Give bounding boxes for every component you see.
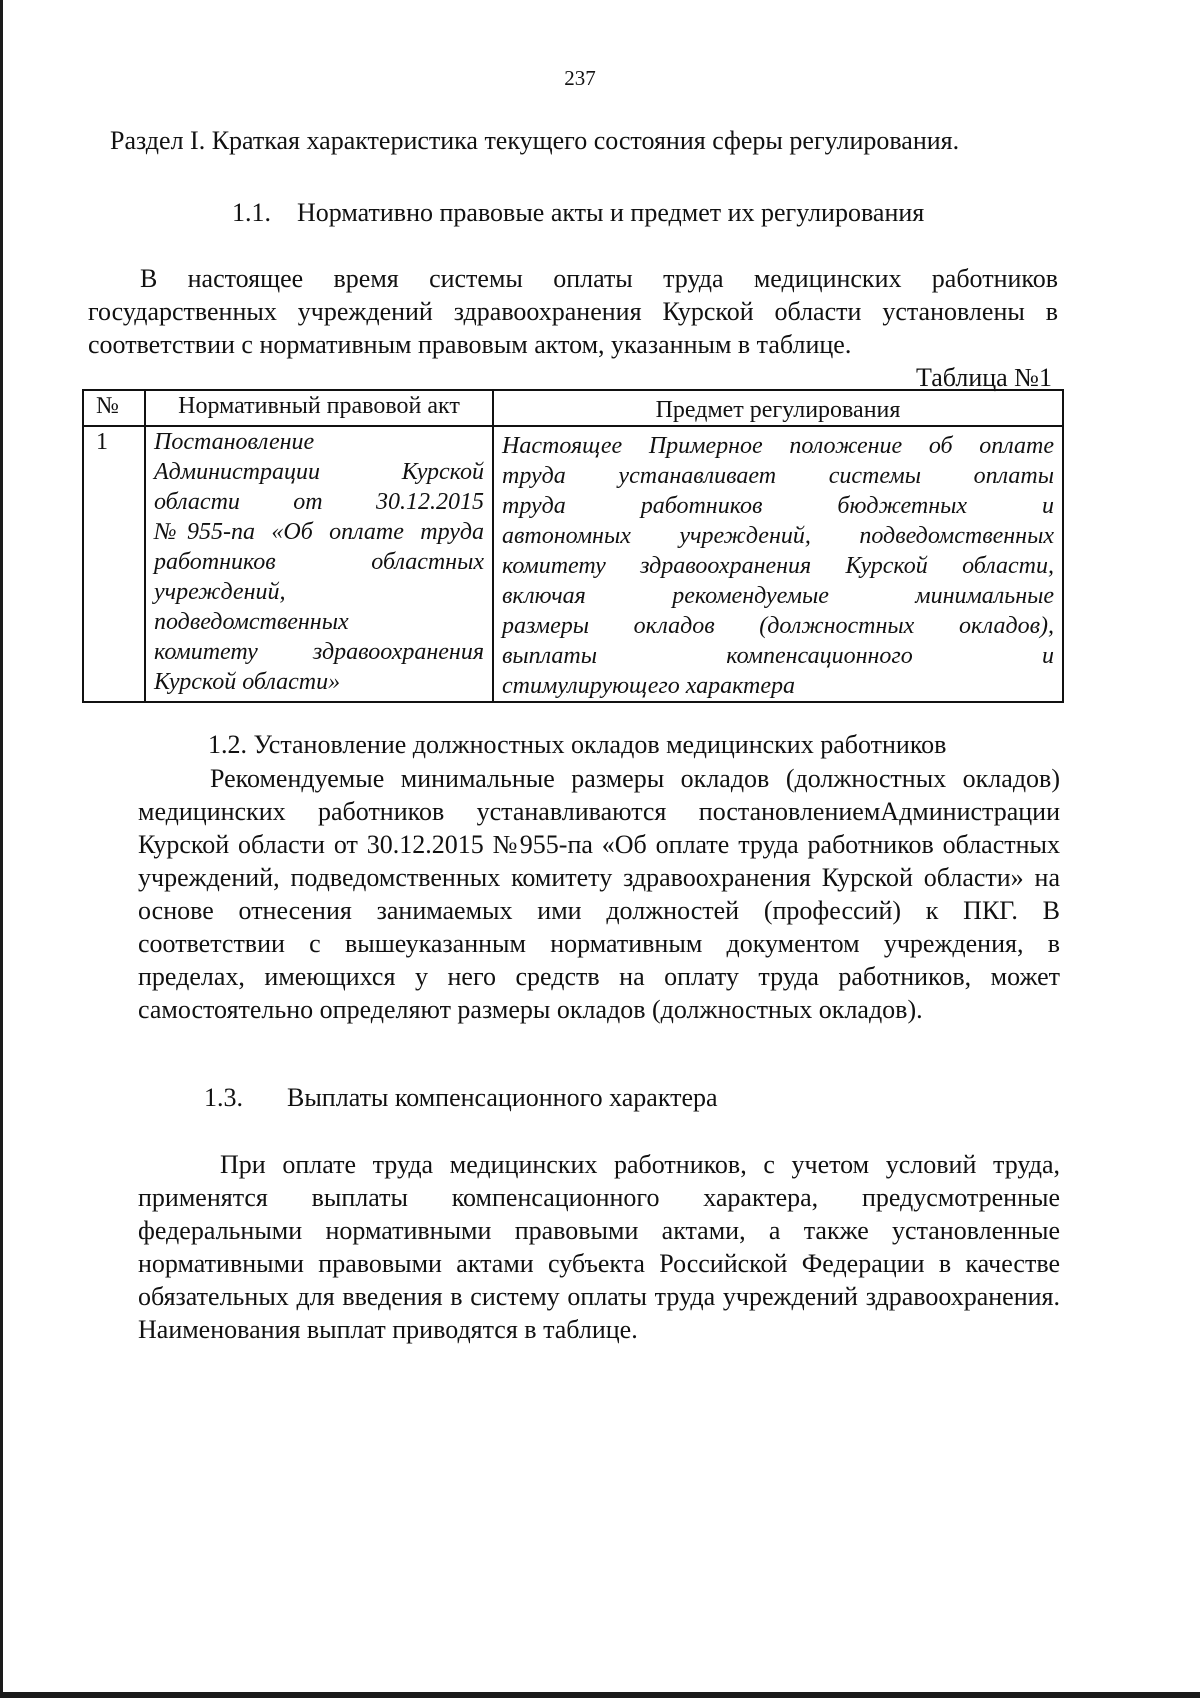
heading-1-1-number: 1.1.: [232, 198, 271, 227]
heading-1-3-number: 1.3.: [204, 1083, 243, 1112]
act-line: работников областных: [154, 549, 484, 575]
act-line: подведомственных: [154, 609, 349, 635]
act-line: Постановление: [154, 429, 315, 455]
heading-1-3-text: Выплаты компенсационного характера: [287, 1083, 718, 1112]
act-line: Администрации Курской: [154, 459, 484, 485]
subject-line: включая рекомендуемые минимальные: [502, 583, 1054, 609]
subject-line: труда устанавливает системы оплаты: [502, 463, 1054, 489]
subject-line: выплаты компенсационного и: [502, 643, 1054, 669]
scan-left-edge: [0, 0, 3, 1698]
row-act: [145, 426, 493, 702]
row-num: 1: [83, 426, 145, 702]
subject-line: труда работников бюджетных и: [502, 493, 1054, 519]
subject-line: размеры окладов (должностных окладов),: [502, 613, 1054, 639]
heading-1-3: [204, 1083, 718, 1113]
heading-1-1: [232, 198, 924, 228]
intro-paragraph: В настоящее время системы оплаты труда медицинских работников государственных учреждений здравоохранения Курской области установлены в соответствии с нормативным правовым актом, указанным в таблице.: [88, 264, 1058, 359]
heading-1-1-text: Нормативно правовые акты и предмет их регулирования: [297, 198, 925, 227]
row-subject: [493, 426, 1063, 702]
table-caption: Таблица №1: [915, 363, 1052, 392]
act-line: комитету здравоохранения: [154, 639, 484, 665]
table-header-row: [83, 390, 1063, 426]
header-subject: Предмет регулирования: [493, 390, 1063, 426]
subject-line: Настоящее Примерное положение об оплате: [502, 433, 1054, 459]
subject-line: комитету здравоохранения Курской области,: [502, 553, 1054, 579]
subject-line: стимулирующего характера: [502, 673, 795, 699]
table-row: [83, 426, 1063, 702]
act-line: области от 30.12.2015: [154, 489, 484, 515]
act-line: Курской области»: [154, 669, 341, 695]
header-num: №: [83, 390, 145, 426]
scan-bottom-edge: [0, 1692, 1200, 1698]
paragraph-1-3: При оплате труда медицинских работников, с учетом условий труда, применятся выплаты компенсационного характера, предусмотренные федеральными нормативными правовыми актами, а также установленные нормативными правовыми актами субъекта Российской Федерации в качестве обязательных для введения в систему оплаты труда учреждений здравоохранения. Наименования выплат приводятся в таблице.: [138, 1150, 1060, 1344]
section-title: Раздел I. Краткая характеристика текущего состояния сферы регулирования.: [110, 126, 960, 155]
act-line: учреждений,: [154, 579, 286, 605]
acts-table: [82, 389, 1064, 703]
header-act: Нормативный правовой акт: [145, 390, 493, 426]
paragraph-1-2: Рекомендуемые минимальные размеры окладов (должностных окладов) медицинских работников устанавливаются постановлениемАдминистрации Курской области от 30.12.2015 №955-па «Об оплате труда работников областных учреждений, подведомственных комитету здравоохранения Курской области» на основе отнесения занимаемых ими должностей (профессий) к ПКГ. В соответствии с вышеуказанным нормативным документом учреждения, в пределах, имеющихся у него средств на оплату труда работников, может самостоятельно определяют размеры окладов (должностных окладов).: [138, 764, 1060, 1024]
page-number: 237: [564, 66, 596, 90]
heading-1-2: 1.2. Установление должностных окладов медицинских работников: [208, 730, 947, 759]
subject-line: автономных учреждений, подведомственных: [502, 523, 1054, 549]
act-line: №955-па «Об оплате труда: [154, 519, 484, 545]
